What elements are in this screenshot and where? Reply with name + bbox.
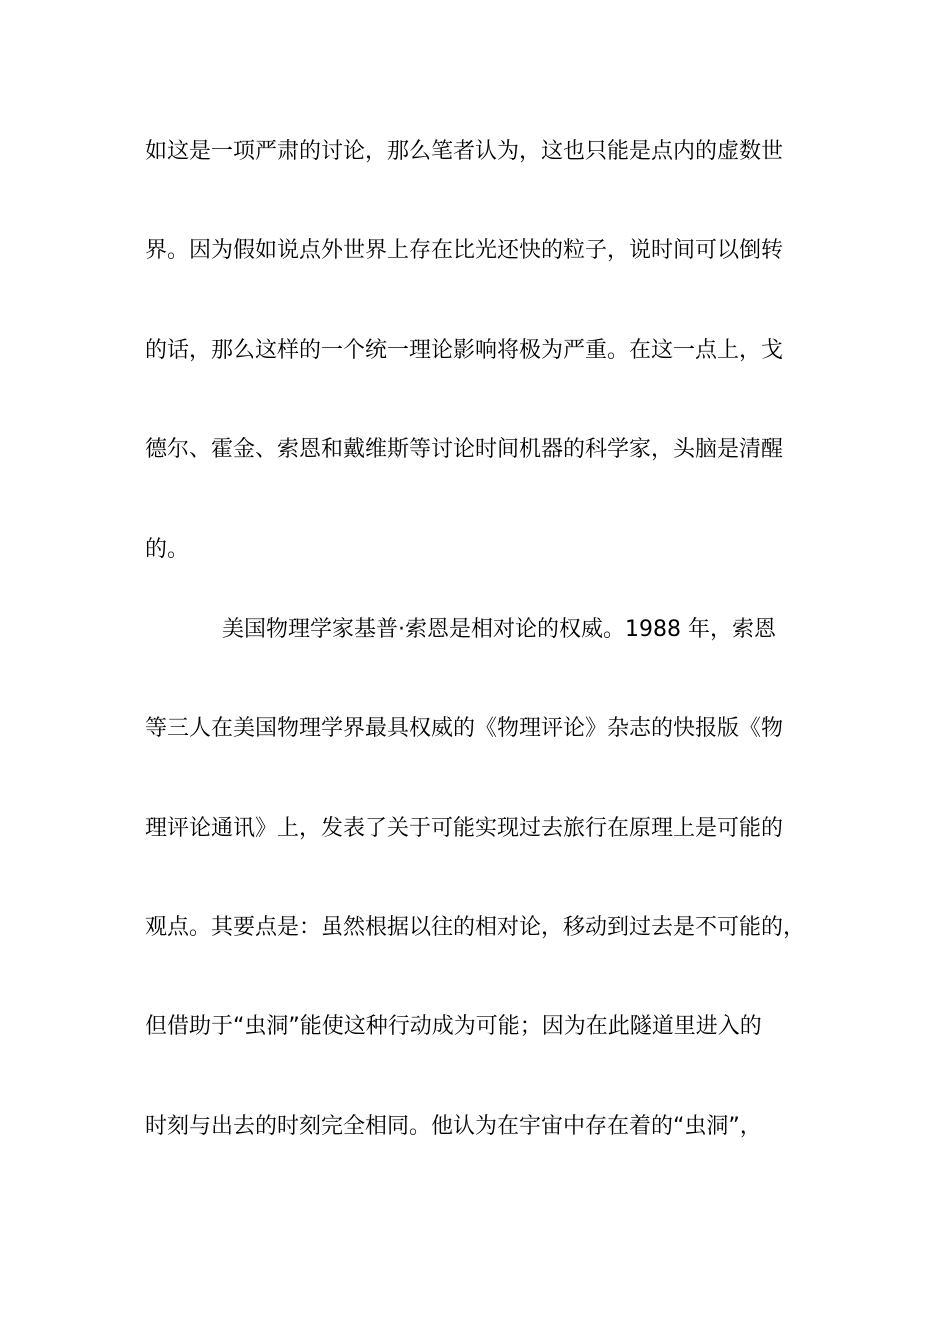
- text-line: 如这是一项严肃的讨论，那么笔者认为，这也只能是点内的虚数世: [145, 139, 784, 164]
- text-line: 等三人在美国物理学界最具权威的《物理评论》杂志的快报版《物: [145, 716, 784, 741]
- paragraph-start-line: 美国物理学家基普·索恩是相对论的权威。1988 年，索恩: [222, 617, 776, 642]
- text-line: 界。因为假如说点外世界上存在比光还快的粒子，说时间可以倒转: [145, 238, 784, 263]
- text-line: 但借助于“虫洞”能使这种行动成为可能；因为在此隧道里进入的: [145, 1014, 762, 1039]
- text-line: 德尔、霍金、索恩和戴维斯等讨论时间机器的科学家，头脑是清醒: [145, 437, 784, 462]
- text-line: 理评论通讯》上，发表了关于可能实现过去旅行在原理上是可能的: [145, 816, 784, 841]
- text-line: 的。: [145, 537, 190, 562]
- text-line: 观点。其要点是：虽然根据以往的相对论，移动到过去是不可能的，: [145, 915, 806, 940]
- text-line: 的话，那么这样的一个统一理论影响将极为严重。在这一点上，戈: [145, 338, 784, 363]
- text-line: 时刻与出去的时刻完全相同。他认为在宇宙中存在着的“虫洞”，: [145, 1114, 762, 1139]
